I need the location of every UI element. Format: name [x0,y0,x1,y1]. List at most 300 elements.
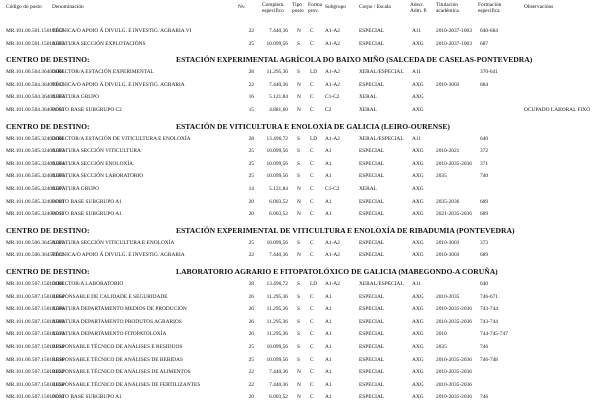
subgroup: A1 [325,318,332,325]
position-name: RESPONSABLE TÉCNICO DE ANÁLISES DE ALIMENTOS [52,369,191,376]
position-type: S [297,356,300,363]
table-row [0,355,615,365]
adscription: AXG [412,173,424,180]
specific-complement: 10.099,56 [266,160,288,167]
position-name: RESPONSABLE TÉCNICO DE ANÁLISES DE BEBIDAS [52,356,183,363]
table-row [0,238,615,248]
specific-complement: 13.496,72 [266,135,288,142]
position-type: S [297,306,300,313]
specific-training: 743-744 [480,318,498,325]
adscription: AXG [412,394,424,401]
table-row [0,159,615,169]
provision-form: C [310,211,314,218]
specific-complement: 10.099,56 [266,239,288,246]
subgroup: A1 [325,173,332,180]
position-name: TÉCNICA/O APOIO Á DIVULG. E INVESTIG. AGRARIA [52,81,185,88]
specific-complement: 7.440,36 [269,381,288,388]
table-row [0,92,615,102]
specific-training: 373 [480,239,489,246]
position-type: S [297,293,300,300]
specific-training: 684 [480,81,489,88]
academic-degree: 2010-2021 [436,148,460,155]
subgroup: A1 [325,381,332,388]
provision-form: C [310,252,314,259]
corps-scale: XERAL [359,107,377,113]
position-type: S [297,281,300,287]
corps-scale: XERAL [359,186,377,192]
academic-degree: 2010-2035-2036 [436,394,472,401]
position-type: N [297,369,301,376]
level: 28 [248,281,254,287]
specific-training: 744-745-747 [480,331,508,338]
specific-training: 689 [480,211,489,218]
corps-scale: ESPECIAL [359,318,385,325]
level: 25 [248,40,254,47]
position-code: MR.101.00.501.15010.059 [6,28,65,34]
corps-scale: ESPECIAL [359,160,385,167]
position-type: S [297,40,300,47]
academic-degree: 2010-2035-2036 [436,369,472,376]
adscription: AXG [412,211,424,218]
adscription: AXG [412,198,424,205]
level: 25 [248,344,254,350]
corps-scale: ESPECIAL [359,81,385,88]
specific-complement: 6.003,52 [269,394,288,401]
section-title: ESTACIÓN EXPERIMENTAL DE VITICULTURA E ENOLOXÍA DE RIBADUMIA (PONTEVEDRA) [176,225,515,235]
subgroup: A1 [325,198,332,205]
corps-scale: ESPECIAL [359,173,385,180]
position-code: MR.101.00.507.15010.010 [6,331,65,338]
table-row [0,342,615,352]
adscription: AXG [412,81,424,88]
specific-complement: 10.099,56 [266,344,288,350]
position-name: XEFATURA SECCIÓN VITICULTURA E ENOLOXÍA [52,239,175,246]
table-row [0,146,615,156]
section-label: CENTRO DE DESTINO: [6,267,90,276]
specific-training: 746 [480,344,489,350]
specific-complement: 7.440,36 [269,28,288,34]
position-code: MR.101.00.505.32400.007 [6,186,65,192]
position-code: MR.101.00.505.32400.003 [6,148,65,155]
academic-degree: 2010-2035-2036 [436,381,472,388]
provision-form: C [310,94,314,101]
table-row [0,392,615,402]
level: 22 [248,252,254,259]
position-name: RESPONSABLE TÉCNICO DE ANÁLISES E RESIDUOS [52,344,183,350]
position-name: POSTO BASE SUBGRUPO C2 [52,107,122,113]
level: 22 [248,81,254,88]
specific-training: 371 [480,160,489,167]
position-name: TÉCNICA/O APOIO Á DIVULG. E INVESTIG. AGRARIA [52,252,185,259]
level: 14 [248,186,254,192]
provision-form: C [310,318,314,325]
position-type: N [297,28,301,34]
notes: OCUPADO LABORAL FIXO [524,107,591,113]
position-type: S [297,239,300,246]
specific-complement: 7.440,36 [269,81,288,88]
specific-training: 372 [480,148,489,155]
subgroup: A1 [325,148,332,155]
position-type: N [297,394,301,401]
table-row [0,26,615,36]
academic-degree: 2010-3003 [436,81,460,88]
position-code: MR.101.00.506.36450.003 [6,252,65,259]
academic-degree: 2035 [436,344,447,350]
header-code: Código do posto [6,4,42,10]
provision-form: C [310,28,314,34]
adscription: AXG [412,94,424,101]
adscription: AXG [412,107,424,113]
level: 26 [248,331,254,338]
specific-complement: 7.440,36 [269,252,288,259]
provision-form: C [310,369,314,376]
subgroup: C1-C2 [325,94,340,101]
subgroup: A1-A2 [325,81,340,88]
corps-scale: ESPECIAL [359,252,385,259]
table-row [0,250,615,260]
specific-complement: 10.099,56 [266,173,288,180]
subgroup: A1-A2 [325,252,340,259]
level: 16 [248,94,254,101]
subgroup: A1-A2 [325,281,340,287]
table-row [0,329,615,339]
position-code: MR.101.00.505.32400.001 [6,135,65,142]
specific-training: 740 [480,173,489,180]
section-title: LABORATORIO AGRARIO E FITOPATOLÓXICO DE GALICIA (MABEGONDO-A CORUÑA) [176,267,498,276]
specific-training: 640 [480,281,489,287]
header-corps: Corpo / Escala [359,4,391,10]
position-code: MR.101.00.505.32400.009 [6,198,65,205]
level: 25 [248,356,254,363]
section-label: CENTRO DE DESTINO: [6,55,90,65]
subgroup: C1-C2 [325,186,340,192]
position-code: MR.101.00.504.36400.001 [6,69,65,76]
specific-training: 689 [480,198,489,205]
level: 22 [248,369,254,376]
position-name: XEFATURA GRUPO [52,94,100,101]
specific-complement: 6.003,52 [269,198,288,205]
specific-training: 689 [480,252,489,259]
position-type: S [297,135,300,142]
specific-complement: 11.295,36 [266,293,288,300]
position-name: XEFATURA GRUPO [52,186,100,192]
adscription: AXG [412,381,424,388]
position-name: TÉCNICA/O APOIO Á DIVULG. E INVESTIG. AGRARIA VI [52,28,192,34]
adscription: AXG [412,318,424,325]
header-nv: Nv. [238,4,246,10]
specific-complement: 11.295,36 [266,318,288,325]
provision-form: C [310,394,314,401]
specific-complement: 11.295,36 [266,306,288,313]
level: 25 [248,173,254,180]
table-row [0,304,615,314]
section-heading [0,225,615,237]
position-code: MR.101.00.507.15010.001 [6,281,65,287]
subgroup: A1-A2 [325,239,340,246]
position-name: RESPONSABLE DE CALIDADE E SEGURIDADE [52,293,168,300]
position-name: XEFATURA DEPARTAMENTO MEDIOS DE PRODUCIÓN [52,306,187,313]
position-code: MR.101.00.505.32400.005 [6,173,65,180]
specific-training: 746 [480,394,489,401]
subgroup: A1 [325,211,332,218]
academic-degree: 2021-2035-2036 [436,211,472,218]
section-heading [0,121,615,133]
academic-degree: 2035-2036 [436,198,460,205]
position-code: MR.101.00.507.15010.024 [6,381,65,388]
specific-complement: 5.121,84 [269,94,288,101]
specific-complement: 11.295,36 [266,69,288,76]
specific-complement: 7.440,36 [269,369,288,376]
table-row [0,279,615,289]
position-name: DIRECTOR/A LABORATORIO [52,281,124,287]
corps-scale: ESPECIAL [359,369,385,376]
corps-scale: ESPECIAL [359,198,385,205]
academic-degree: 2010-2035 [436,293,460,300]
subgroup: A1-A2 [325,135,340,142]
subgroup: A1-A2 [325,28,340,34]
academic-degree: 2010-2037-1003 [436,28,472,34]
position-code: MR.101.00.504.36400.015 [6,81,65,88]
specific-training: 687 [480,40,489,47]
subgroup: A1 [325,331,332,338]
corps-scale: ESPECIAL [359,356,385,363]
specific-training: 640 [480,135,489,142]
academic-degree: 2010-2035-2036 [436,160,472,167]
specific-complement: 4.881,60 [269,107,288,113]
provision-form: C [310,381,314,388]
adscription: A11 [412,69,422,76]
provision-form: C [310,40,314,47]
specific-complement: 10.099,56 [266,40,288,47]
table-row [0,134,615,144]
academic-degree: 2010-3003 [436,252,460,259]
position-type: N [297,381,301,388]
position-name: XEFATURA SECCIÓN EXPLOTACIÓNS [52,40,146,47]
position-type: S [297,160,300,167]
adscription: A11 [412,28,422,34]
section-heading [0,54,615,66]
position-code: MR.101.00.507.15010.030 [6,394,65,401]
specific-complement: 6.003,52 [269,211,288,218]
provision-form: C [310,81,314,88]
table-row [0,367,615,377]
header-name: Denominación [52,4,84,10]
subgroup: A1 [325,394,332,401]
level: 26 [248,318,254,325]
level: 20 [248,211,254,218]
corps-scale: XERAL/ESPECIAL [359,281,404,287]
header-adscr: Adscr. Adm. P. [410,2,428,14]
position-type: S [297,318,300,325]
header-subgroup: Subgrupo [325,4,346,10]
level: 25 [248,148,254,155]
subgroup: A1-A2 [325,40,340,47]
corps-scale: ESPECIAL [359,148,385,155]
specific-complement: 10.099,56 [266,148,288,155]
position-name: RESPONSABLE TÉCNICO DE ANÁLISES DE FERTILIZANTES [52,381,201,388]
corps-scale: ESPECIAL [359,239,385,246]
subgroup: A1 [325,306,332,313]
specific-complement: 11.295,36 [266,331,288,338]
level: 22 [248,28,254,34]
specific-complement: 10.099,56 [266,356,288,363]
position-type: N [297,211,301,218]
provision-form: C [310,344,314,350]
position-type: N [297,252,301,259]
corps-scale: XERAL [359,94,377,101]
provision-form: C [310,198,314,205]
subgroup: A1 [325,293,332,300]
table-row [0,317,615,327]
adscription: A11 [412,281,422,287]
corps-scale: ESPECIAL [359,394,385,401]
table-row [0,171,615,181]
table-row [0,292,615,302]
provision-form: C [310,173,314,180]
position-code: MR.101.00.501.15010.065 [6,40,65,47]
header-degree: Titulación académica [436,2,459,14]
corps-scale: ESPECIAL [359,40,385,47]
level: 20 [248,394,254,401]
corps-scale: ESPECIAL [359,211,385,218]
position-type: S [297,344,300,350]
section-label: CENTRO DE DESTINO: [6,225,90,235]
table-row [0,380,615,390]
level: 28 [248,69,254,76]
academic-degree: 2010-2035-2036 [436,306,472,313]
provision-form: LD [310,281,318,287]
provision-form: C [310,107,314,113]
position-name: XEFATURA DEPARTAMENTO FITOPATOLOXÍA [52,331,167,338]
corps-scale: ESPECIAL [359,306,385,313]
provision-form: C [310,306,314,313]
position-name: XEFATURA SECCIÓN LABORATORIO [52,173,144,180]
table-row [0,197,615,207]
subgroup: A1-A2 [325,69,340,76]
corps-scale: ESPECIAL [359,331,385,338]
corps-scale: XERAL/ESPECIAL [359,69,404,76]
level: 15 [248,107,254,113]
level: 20 [248,198,254,205]
table-row [0,39,615,49]
position-code: MR.101.00.504.36400.005 [6,107,65,113]
specific-complement: 13.496,72 [266,281,288,287]
subgroup: A1 [325,356,332,363]
table-row [0,184,615,194]
section-heading [0,266,615,278]
provision-form: C [310,293,314,300]
position-code: MR.101.00.505.32400.011 [6,211,65,218]
academic-degree: 2010-2035-2036 [436,318,472,325]
specific-training: 746-671 [480,293,498,300]
adscription: AXG [412,40,424,47]
position-name: DIRECTOR/A ESTACIÓN EXPERIMENTAL [52,69,154,76]
academic-degree: 2010-3003 [436,239,460,246]
position-code: MR.101.00.506.36450.001 [6,239,65,246]
position-type: N [297,107,301,113]
position-code: MR.101.00.507.15010.008 [6,318,65,325]
provision-form: LD [310,135,318,142]
position-type: S [297,173,300,180]
level: 25 [248,160,254,167]
provision-form: C [310,356,314,363]
academic-degree: 2010-2037-1003 [436,40,472,47]
adscription: AXG [412,293,424,300]
level: 22 [248,381,254,388]
corps-scale: XERAL/ESPECIAL [359,135,404,142]
adscription: AXG [412,344,424,350]
position-code: MR.101.00.507.15010.016 [6,356,65,363]
position-type: N [297,94,301,101]
position-name: XEFATURA DEPARTAMENTO PRODUTOS AGRARIOS [52,318,182,325]
adscription: AXG [412,356,424,363]
adscription: AXG [412,331,424,338]
position-type: S [297,331,300,338]
table-row [0,105,615,115]
level: 25 [248,239,254,246]
specific-training: 640-684 [480,28,498,34]
position-code: MR.101.00.504.36400.003 [6,94,65,101]
level: 28 [248,135,254,142]
provision-form: C [310,148,314,155]
position-type: S [297,148,300,155]
adscription: A11 [412,135,422,142]
position-name: POSTO BASE SUBGRUPO A1 [52,211,122,218]
position-code: MR.101.00.507.15010.014 [6,344,65,350]
academic-degree: 2010-2035-2036 [436,356,472,363]
provision-form: C [310,331,314,338]
position-name: POSTO BASE SUBGRUPO A1 [52,198,122,205]
position-code: MR.101.00.505.32400.004 [6,160,65,167]
position-code: MR.101.00.507.15010.006 [6,306,65,313]
section-title: ESTACIÓN EXPERIMENTAL AGRÍCOLA DO BAIXO MIÑO (SALCEDA DE CASELAS-PONTEVEDRA) [176,55,533,65]
level: 26 [248,293,254,300]
header-complement: Complem. específico [262,2,285,14]
academic-degree: 2035 [436,173,447,180]
adscription: AXG [412,148,424,155]
position-name: XEFATURA SECCIÓN VITICULTURA [52,148,141,155]
subgroup: C2 [325,107,332,113]
subgroup: A1 [325,160,332,167]
position-type: N [297,186,301,192]
provision-form: C [310,239,314,246]
position-name: XEFATURA SECCIÓN ENOLOXÍA [52,160,134,167]
header-form: Forma prov. [308,2,323,14]
corps-scale: ESPECIAL [359,28,385,34]
section-title: ESTACIÓN DE VITICULTURA E ENOLOXÍA DE GALICIA (LEIRO-OURENSE) [176,121,450,131]
corps-scale: ESPECIAL [359,344,385,350]
provision-form: C [310,160,314,167]
specific-training: 746-748 [480,356,498,363]
level: 26 [248,306,254,313]
position-code: MR.101.00.507.15010.022 [6,369,65,376]
position-name: DIRECTOR/A ESTACIÓN DE VITICULTURA E ENOLOXÍA [52,135,191,142]
corps-scale: ESPECIAL [359,293,385,300]
table-header [0,2,615,26]
section-label: CENTRO DE DESTINO: [6,121,90,131]
position-type: S [297,69,300,76]
corps-scale: ESPECIAL [359,381,385,388]
position-type: N [297,81,301,88]
adscription: AXG [412,252,424,259]
header-training: Formación específica [478,2,502,14]
provision-form: LD [310,69,318,76]
adscription: AXG [412,369,424,376]
adscription: AXG [412,306,424,313]
specific-complement: 5.121,84 [269,186,288,192]
academic-degree: 2010 [436,331,447,338]
table-row [0,80,615,90]
